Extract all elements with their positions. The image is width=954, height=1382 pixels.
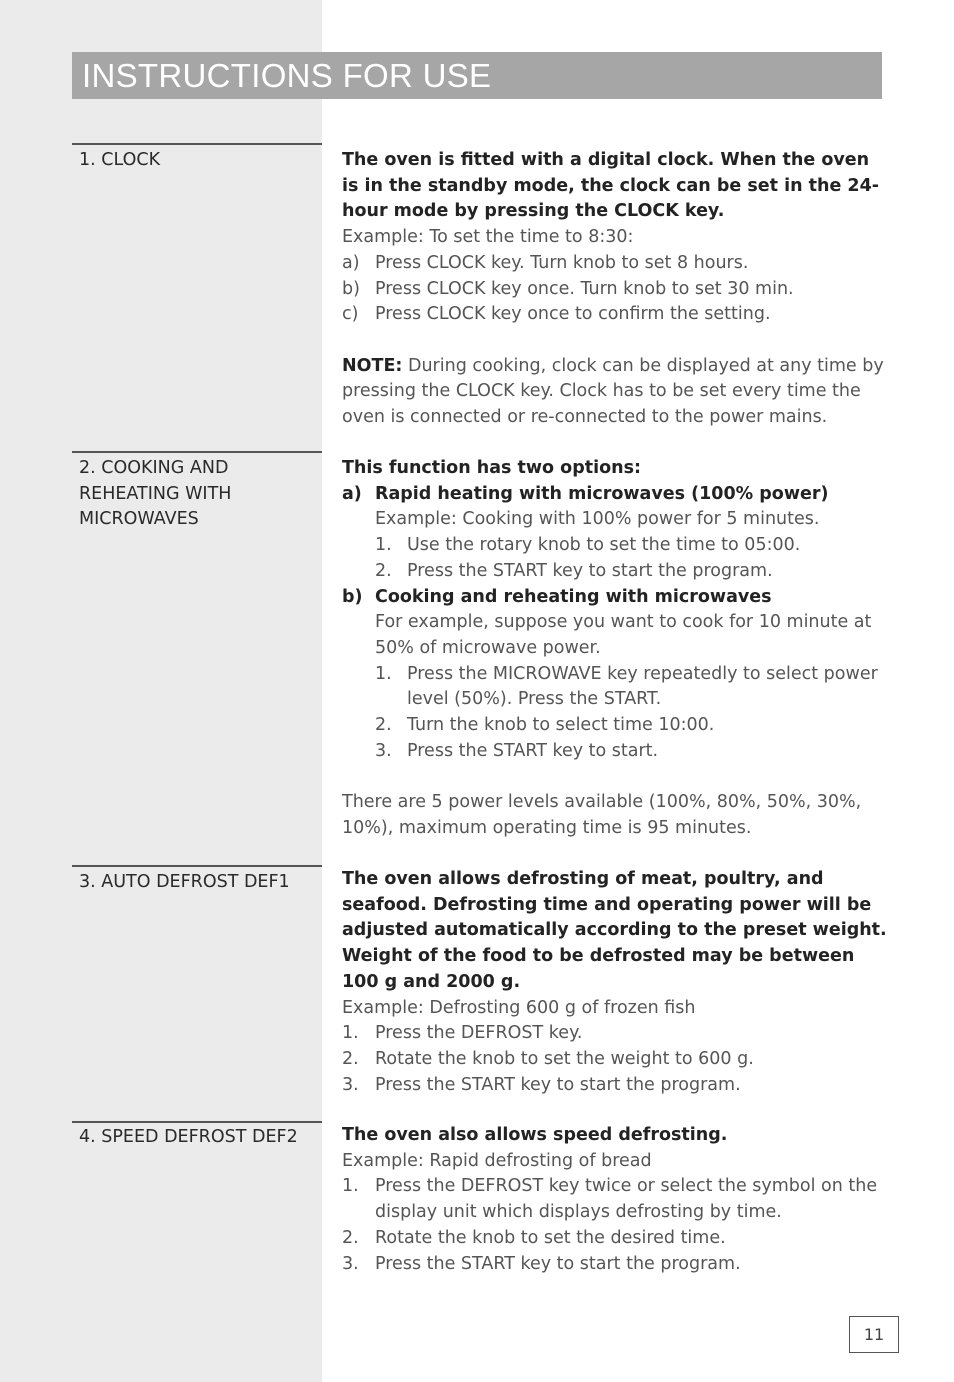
list-text: Press CLOCK key. Turn knob to set 8 hours. [375,252,749,273]
section-intro: The oven also allows speed defrosting. [342,1125,728,1145]
list-text: Press the START key to start the program. [407,560,773,581]
list-text: Press the START key to start the program. [375,1253,741,1274]
section-divider [72,1121,322,1123]
option-label: Cooking and reheating with microwaves [375,586,772,607]
list-marker: 1. [342,1023,359,1044]
section-body-microwaves [342,456,890,842]
list-marker: 1. [342,1176,359,1197]
example-text: Example: Rapid defrosting of bread [342,1150,652,1171]
section-title-clock: 1. CLOCK [79,150,161,170]
section-body-speed-defrost [342,1123,890,1277]
example-text: Example: Defrosting 600 g of frozen fish [342,997,696,1018]
list-item [342,713,890,739]
list-item [342,662,890,713]
left-margin-band [0,0,322,1382]
option-heading [342,482,890,508]
list-marker: 2. [342,1227,359,1248]
list-marker: 3. [375,740,392,761]
note-label: NOTE: [342,355,403,376]
section-footer-text: There are 5 power levels available (100%, 80%, 50%, 30%, 10%), maximum operating time is 95 minutes. [342,792,862,838]
list-marker: a) [342,252,360,273]
section-intro: This function has two options: [342,458,641,478]
list-item [342,1252,890,1278]
list-marker: 1. [375,663,392,684]
list-text: Press the MICROWAVE key repeatedly to select power level (50%). Press the START. [407,663,878,710]
list-marker: 3. [342,1074,359,1095]
section-title-auto-defrost: 3. AUTO DEFROST DEF1 [79,872,290,892]
note-text: During cooking, clock can be displayed at any time by pressing the CLOCK key. Clock has to be set every time the oven is connected or re-connected to the power mains. [342,355,884,428]
example-text: For example, suppose you want to cook for 10 minute at 50% of microwave power. [375,612,872,658]
list-item [342,277,890,303]
section-divider [72,865,322,867]
list-item [342,1073,890,1099]
list-text: Rotate the knob to set the desired time. [375,1227,726,1248]
section-body-clock [342,148,890,431]
list-marker: c) [342,304,359,325]
list-text: Press the START key to start. [407,740,659,761]
list-item [342,739,890,765]
list-marker: b) [342,278,360,299]
section-title-speed-defrost: 4. SPEED DEFROST DEF2 [79,1127,298,1147]
list-item [342,559,890,585]
section-intro: The oven allows defrosting of meat, poultry, and seafood. Defrosting time and operating power will be adjusted automatically according to the preset weight. Weight of the food to be defrosted may be between 100 g and 2000 g. [342,869,887,992]
section-body-auto-defrost [342,867,890,1098]
note-paragraph [342,354,890,431]
list-text: Use the rotary knob to set the time to 05:00. [407,535,801,556]
list-item [342,302,890,328]
list-text: Press the START key to start the program. [375,1074,741,1095]
list-text: Rotate the knob to set the weight to 600 g. [375,1048,754,1069]
list-text: Turn the knob to select time 10:00. [407,715,715,736]
list-item [342,533,890,559]
example-text: Example: Cooking with 100% power for 5 minutes. [375,509,820,530]
list-text: Press CLOCK key once to confirm the setting. [375,304,771,325]
list-marker: 2. [375,715,392,736]
list-text: Press the DEFROST key. [375,1023,583,1044]
list-marker: a) [342,483,362,504]
list-marker: 2. [375,560,392,581]
section-title-microwaves: 2. COOKING AND REHEATING WITH MICROWAVES [79,458,232,530]
list-item [342,1226,890,1252]
option-heading [342,585,890,611]
list-item [342,1174,890,1225]
list-item [342,1047,890,1073]
list-text: Press CLOCK key once. Turn knob to set 30 min. [375,278,794,299]
list-item [342,1021,890,1047]
example-text: Example: To set the time to 8:30: [342,227,634,248]
list-text: Press the DEFROST key twice or select the symbol on the display unit which displays defrosting by time. [375,1176,878,1223]
list-item [342,251,890,277]
section-intro: The oven is fitted with a digital clock. When the oven is in the standby mode, the clock can be set in the 24-hour mode by pressing the CLOCK key. [342,150,880,222]
section-divider [72,451,322,453]
list-marker: 1. [375,535,392,556]
list-marker: b) [342,586,363,607]
page-number: 11 [849,1316,899,1353]
option-label: Rapid heating with microwaves (100% power) [375,483,829,504]
list-marker: 3. [342,1253,359,1274]
page-title: INSTRUCTIONS FOR USE [72,52,882,99]
list-marker: 2. [342,1048,359,1069]
section-divider [72,143,322,145]
